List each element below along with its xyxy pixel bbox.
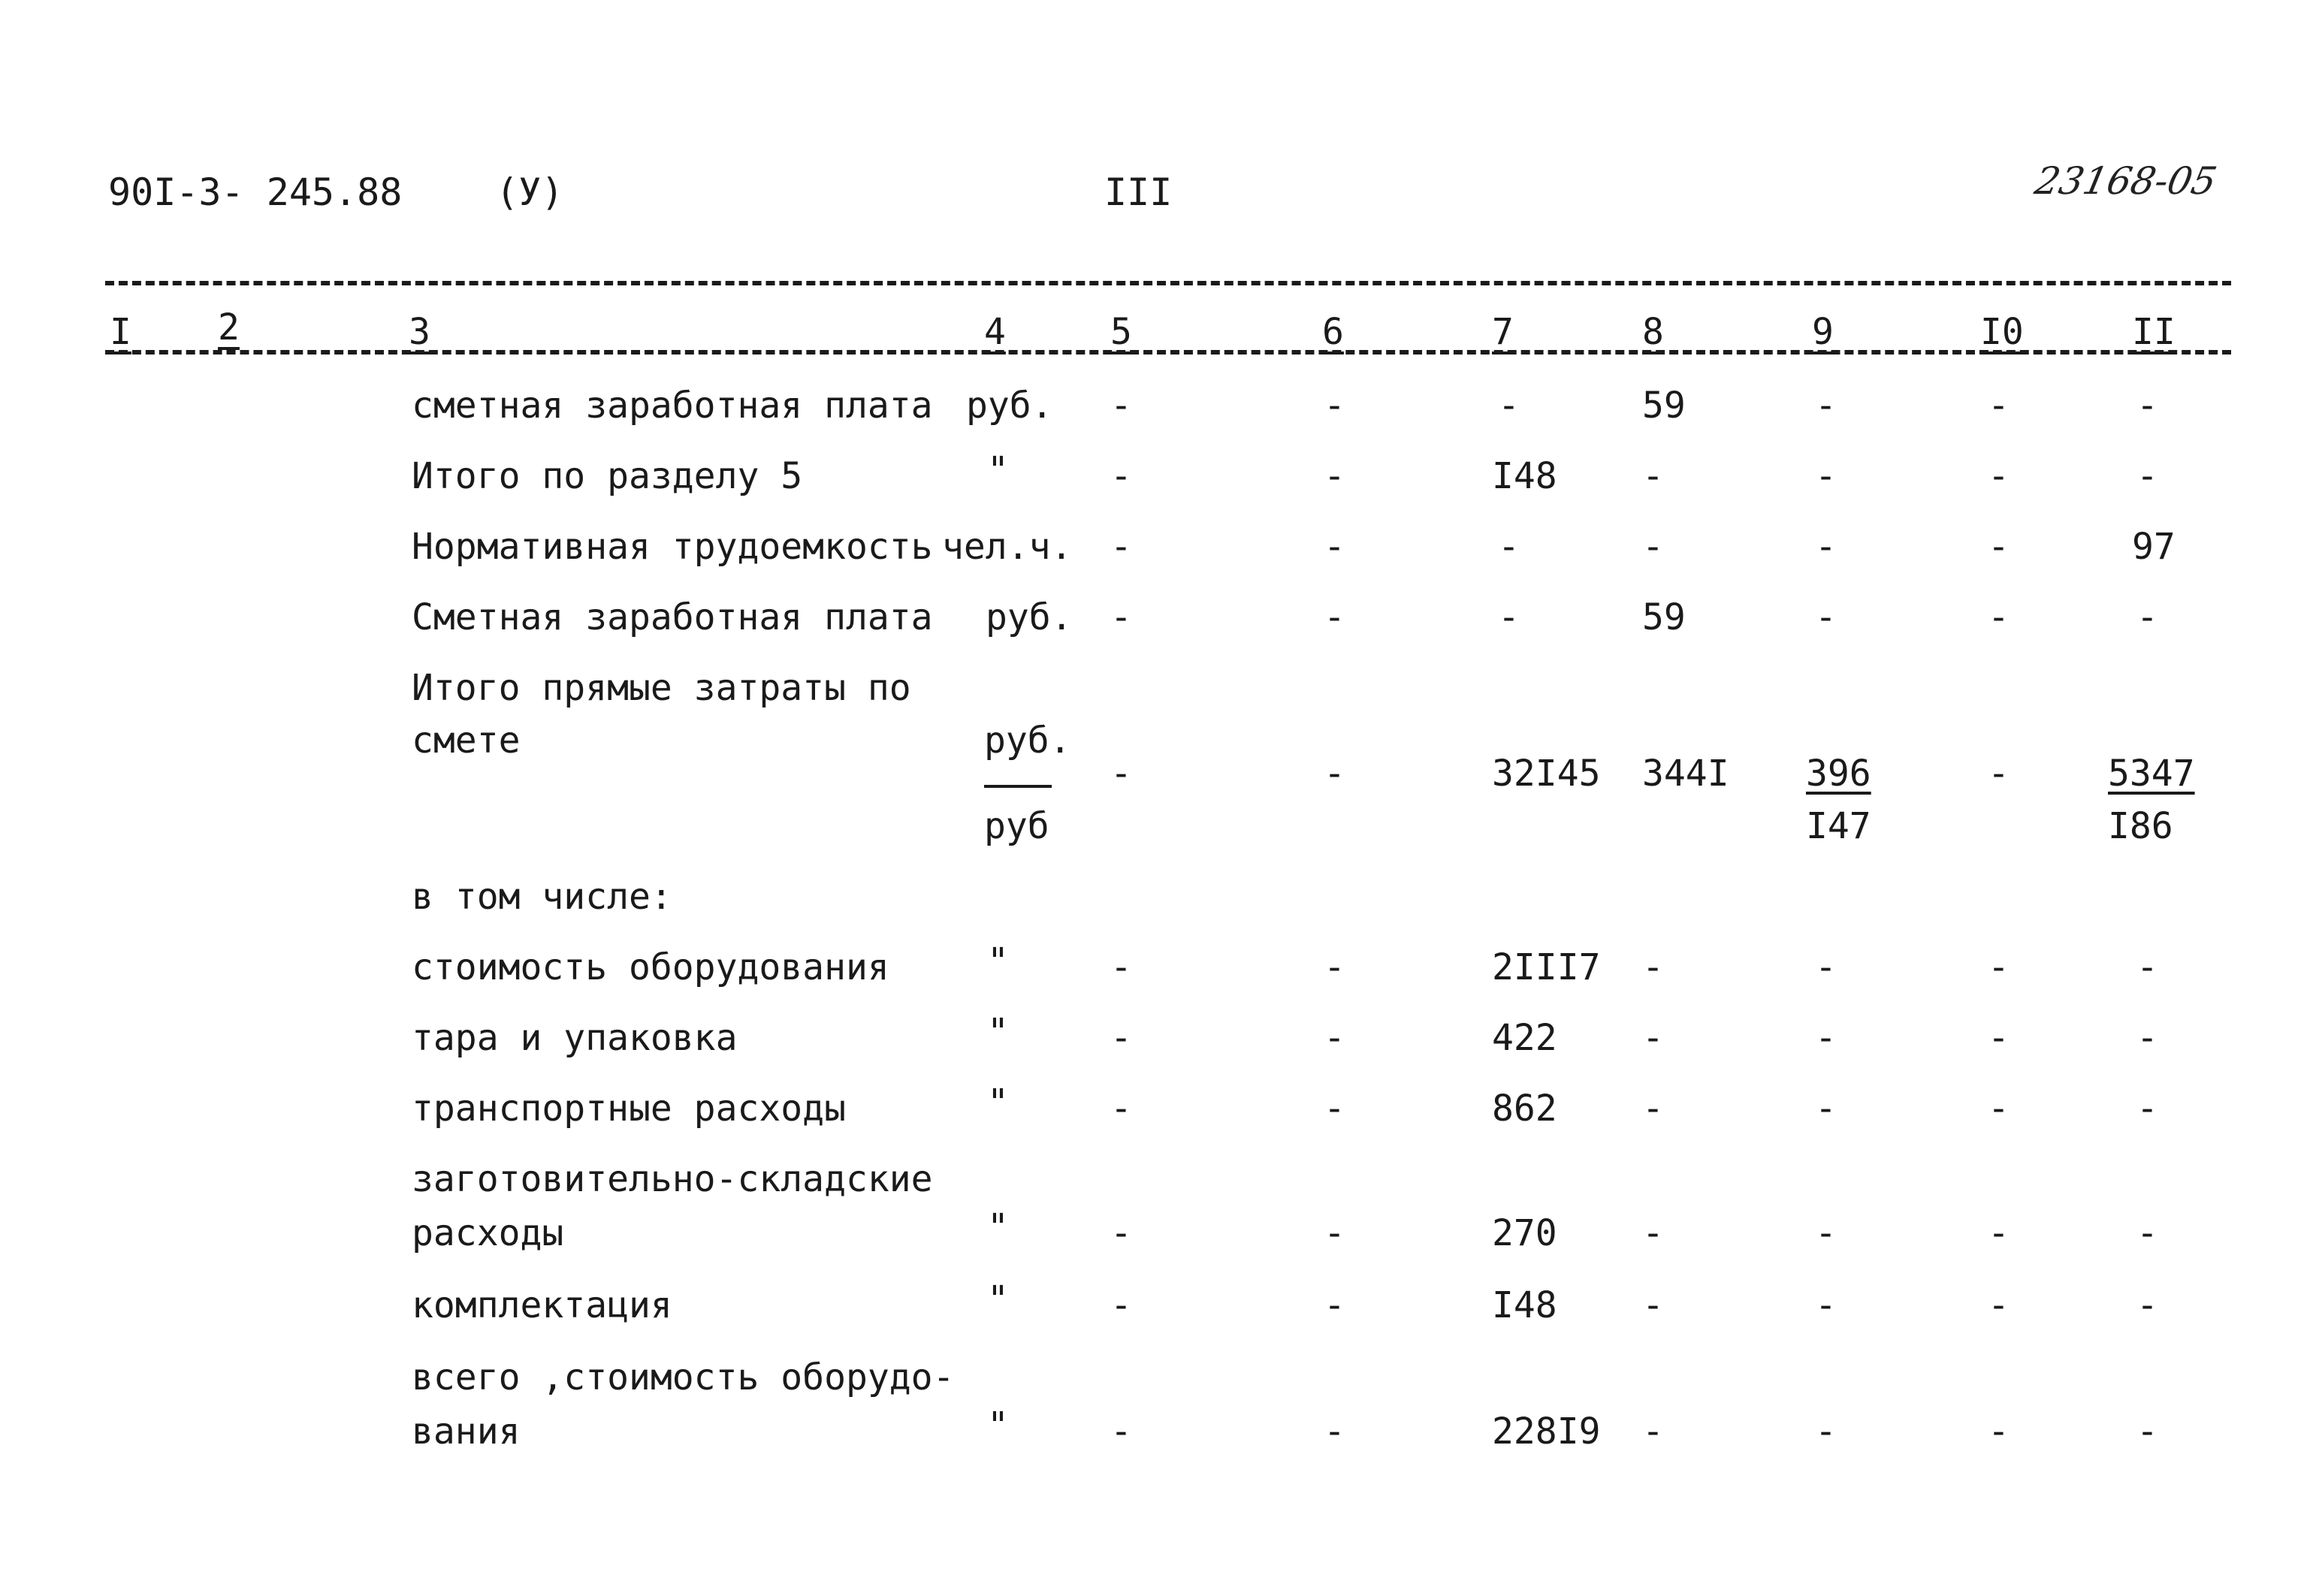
column-number: 5 — [1110, 311, 1132, 353]
row-unit: " — [987, 449, 1009, 491]
row-unit: руб. — [986, 596, 1073, 638]
cell-col7: - — [1498, 596, 1520, 638]
row-label: всего ,стоимость оборудо- — [412, 1356, 955, 1398]
cell-col5: - — [1110, 1284, 1132, 1326]
cell-col9: - — [1815, 1088, 1837, 1130]
cell-col8: - — [1642, 1284, 1664, 1326]
cell-col8: 59 — [1642, 385, 1686, 427]
cell-col5: - — [1110, 1212, 1132, 1254]
cell-col7: 422 — [1492, 1017, 1557, 1059]
cell-col11: - — [2136, 1212, 2158, 1254]
cell-col5: - — [1110, 596, 1132, 638]
cell-col5: - — [1110, 753, 1132, 795]
cell-col11: - — [2136, 455, 2158, 497]
cell-col6: - — [1324, 1410, 1345, 1453]
row-label: Итого по разделу 5 — [412, 455, 803, 497]
row-label: заготовительно-складские — [412, 1158, 933, 1200]
column-number: 7 — [1492, 311, 1514, 353]
document-variant: (У) — [496, 170, 564, 214]
cell-col8: 344I — [1642, 753, 1729, 795]
cell-col7: 2III7 — [1492, 946, 1601, 988]
row-label: транспортные расходы — [412, 1088, 846, 1130]
cell-col11: 5347 — [2108, 753, 2195, 795]
cell-col8: - — [1642, 526, 1664, 568]
cell-col7: 228I9 — [1492, 1410, 1601, 1453]
row-label-continued: вания — [412, 1410, 521, 1453]
cell-col7: I48 — [1492, 455, 1557, 497]
cell-col5: - — [1110, 385, 1132, 427]
cell-col9: 396 — [1806, 753, 1871, 795]
row-unit-denominator: руб — [984, 805, 1049, 847]
cell-col11-denominator: I86 — [2108, 805, 2173, 847]
row-unit: " — [987, 1404, 1009, 1447]
header-dashed-rule — [105, 350, 2231, 354]
column-number: 2 — [218, 306, 240, 348]
cell-col6: - — [1324, 1212, 1345, 1254]
cell-col11: 97 — [2132, 526, 2176, 568]
row-unit: " — [987, 1278, 1009, 1320]
cell-col11: - — [2136, 1017, 2158, 1059]
cell-col7: I48 — [1492, 1284, 1557, 1326]
cell-col8: - — [1642, 946, 1664, 988]
cell-col5: - — [1110, 526, 1132, 568]
cell-col9: - — [1815, 385, 1837, 427]
row-label: Итого прямые затраты по — [412, 667, 911, 709]
cell-col6: - — [1324, 1017, 1345, 1059]
column-number: 8 — [1642, 311, 1664, 353]
cell-col5: - — [1110, 1017, 1132, 1059]
cell-col6: - — [1324, 946, 1345, 988]
row-unit: " — [987, 1011, 1009, 1053]
cell-col6: - — [1324, 596, 1345, 638]
row-label: Сметная заработная плата — [412, 596, 933, 638]
cell-col10: - — [1988, 1284, 2010, 1326]
row-label: сметная заработная плата — [412, 385, 933, 427]
cell-col10: - — [1988, 1212, 2010, 1254]
cell-col9: - — [1815, 526, 1837, 568]
cell-col10: - — [1988, 1088, 2010, 1130]
cell-col9: - — [1815, 1212, 1837, 1254]
cell-col6: - — [1324, 753, 1345, 795]
cell-col5: - — [1110, 946, 1132, 988]
cell-col9: - — [1815, 1410, 1837, 1453]
cell-col7: - — [1498, 385, 1520, 427]
cell-col10: - — [1988, 526, 2010, 568]
column-number: I — [110, 311, 131, 353]
column-number: 9 — [1812, 311, 1834, 353]
row-subheading: в том числе: — [412, 876, 672, 918]
row-unit: чел.ч. — [942, 526, 1073, 568]
cell-col10: - — [1988, 753, 2010, 795]
row-label-continued: расходы — [412, 1212, 564, 1254]
cell-col6: - — [1324, 455, 1345, 497]
cell-col11: - — [2136, 385, 2158, 427]
row-unit: " — [987, 1206, 1009, 1248]
cell-col7: 270 — [1492, 1212, 1557, 1254]
cell-col5: - — [1110, 1410, 1132, 1453]
column-number: 3 — [409, 311, 430, 353]
cell-col8: - — [1642, 1088, 1664, 1130]
cell-col7: 862 — [1492, 1088, 1557, 1130]
fraction-bar — [984, 785, 1052, 788]
page-number: III — [1104, 170, 1173, 214]
cell-col5: - — [1110, 455, 1132, 497]
row-label: тара и упаковка — [412, 1017, 738, 1059]
cell-col6: - — [1324, 526, 1345, 568]
cell-col8: - — [1642, 455, 1664, 497]
cell-col8: 59 — [1642, 596, 1686, 638]
column-number: I0 — [1980, 311, 2024, 353]
cell-col10: - — [1988, 385, 2010, 427]
cell-col6: - — [1324, 1284, 1345, 1326]
cell-col9-denominator: I47 — [1806, 805, 1871, 847]
row-unit: " — [987, 1082, 1009, 1124]
cell-col9: - — [1815, 1284, 1837, 1326]
cell-col9: - — [1815, 946, 1837, 988]
row-unit: руб. — [984, 720, 1071, 762]
row-label: Нормативная трудоемкость — [412, 526, 933, 568]
cell-col10: - — [1988, 946, 2010, 988]
cell-col11: - — [2136, 1284, 2158, 1326]
column-number: 4 — [984, 311, 1006, 353]
cell-col10: - — [1988, 596, 2010, 638]
cell-col9: - — [1815, 1017, 1837, 1059]
cell-col5: - — [1110, 1088, 1132, 1130]
cell-col11: - — [2136, 1410, 2158, 1453]
cell-col6: - — [1324, 1088, 1345, 1130]
cell-col7: 32I45 — [1492, 753, 1601, 795]
cell-col8: - — [1642, 1017, 1664, 1059]
cell-col7: - — [1498, 526, 1520, 568]
cell-col11: - — [2136, 596, 2158, 638]
cell-col11: - — [2136, 946, 2158, 988]
cell-col10: - — [1988, 1410, 2010, 1453]
cell-col11: - — [2136, 1088, 2158, 1130]
row-label: стоимость оборудования — [412, 946, 889, 988]
cell-col6: - — [1324, 385, 1345, 427]
row-unit: руб. — [966, 385, 1053, 427]
top-dashed-rule — [105, 281, 2231, 285]
row-label: комплектация — [412, 1284, 672, 1326]
column-number: 6 — [1322, 311, 1344, 353]
cell-col10: - — [1988, 455, 2010, 497]
cell-col10: - — [1988, 1017, 2010, 1059]
column-number: II — [2132, 311, 2176, 353]
document-code: 90I-3- 245.88 — [108, 170, 403, 214]
row-unit: " — [987, 940, 1009, 982]
cell-col8: - — [1642, 1410, 1664, 1453]
row-label-continued: смете — [412, 720, 521, 762]
archive-stamp: 23168-05 — [2031, 159, 2221, 203]
cell-col9: - — [1815, 455, 1837, 497]
cell-col8: - — [1642, 1212, 1664, 1254]
cell-col9: - — [1815, 596, 1837, 638]
